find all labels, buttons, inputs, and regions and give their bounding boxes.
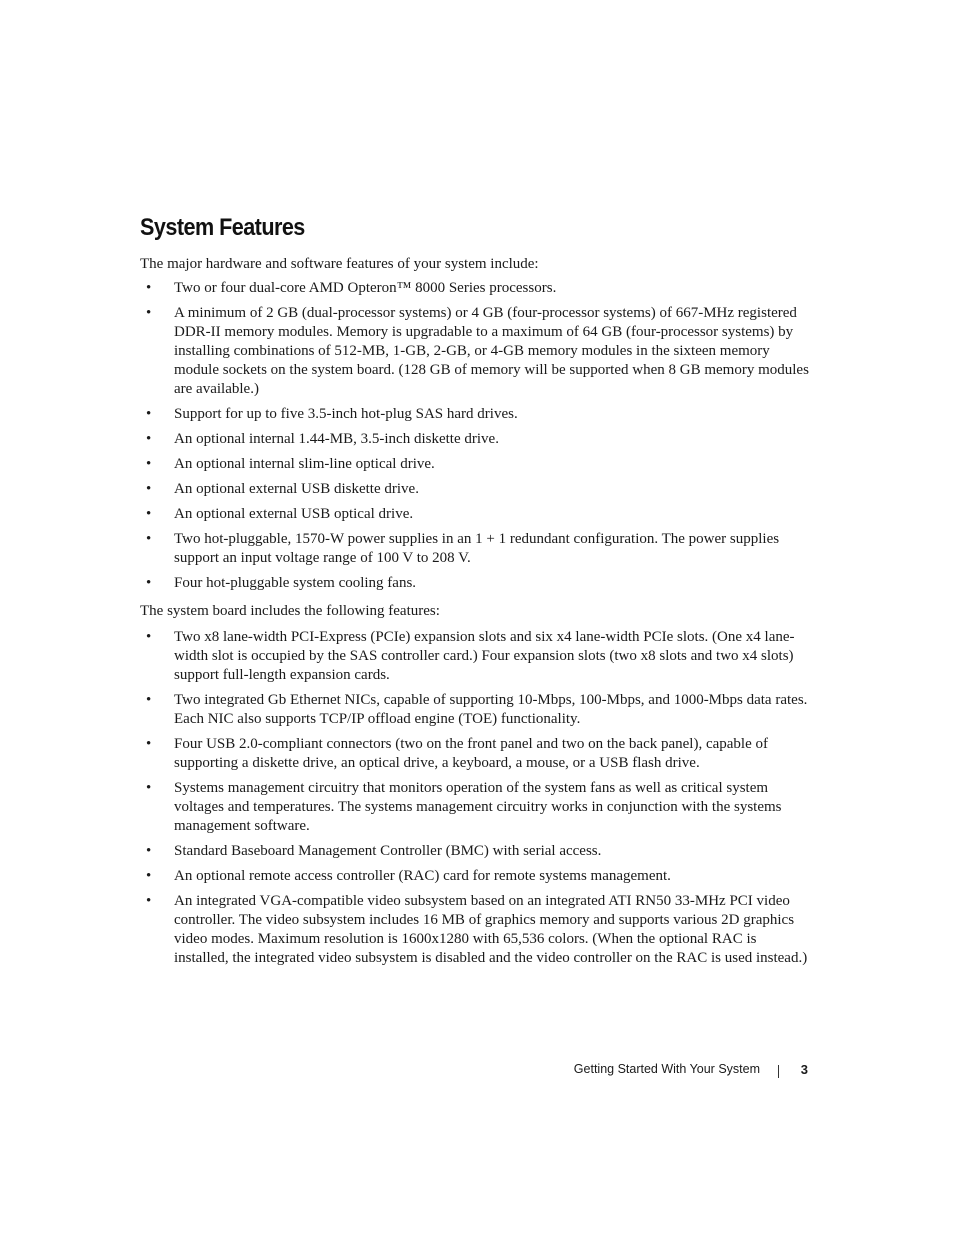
list-item-text: An optional internal slim-line optical drive.: [174, 456, 435, 472]
list-item: [146, 842, 814, 861]
list-item-text: Two or four dual-core AMD Opteron™ 8000 Series processors.: [174, 280, 557, 296]
list-item-text: Two integrated Gb Ethernet NICs, capable of supporting 10-Mbps, 100-Mbps, and 1000-Mbps data rates. Each NIC also supports TCP/IP offload engine (TOE) functionality.: [174, 692, 808, 727]
list-item-text: Four USB 2.0-compliant connectors (two on the front panel and two on the back panel), capable of supporting a diskette drive, an optical drive, a keyboard, a mouse, or a USB flash drive.: [174, 736, 769, 771]
bullet-icon: •: [146, 431, 152, 447]
bullet-icon: •: [146, 692, 152, 708]
bullet-icon: •: [146, 575, 152, 591]
list-item: [146, 530, 814, 568]
bullet-icon: •: [146, 629, 152, 645]
list-item: [146, 735, 814, 773]
list-item: [146, 304, 814, 399]
board-features-list: [146, 628, 814, 974]
footer-divider: [778, 1065, 779, 1078]
list-item-text: An integrated VGA-compatible video subsystem based on an integrated ATI RN50 33-MHz PCI video controller. The video subsystem includes 16 MB of graphics memory and supports various 2D graphics video modes. Maximum resolution is 1600x1280 with 65,536 colors. (When the optional RAC is installed, the integrated video subsystem is disabled and the video controller on the RAC is used instead.): [174, 893, 808, 966]
page-footer: [540, 1062, 808, 1082]
bullet-icon: •: [146, 868, 152, 884]
list-item: [146, 691, 814, 729]
bullet-icon: •: [146, 843, 152, 859]
list-item-text: An optional remote access controller (RAC) card for remote systems management.: [174, 868, 671, 884]
page-number: 3: [800, 1062, 808, 1077]
footer-section-title: Getting Started With Your System: [573, 1062, 760, 1076]
list-item-text: Four hot-pluggable system cooling fans.: [174, 575, 417, 591]
list-item-text: An optional external USB optical drive.: [174, 506, 414, 522]
bullet-icon: •: [146, 736, 152, 752]
bullet-icon: •: [146, 893, 152, 909]
list-item: [146, 505, 814, 524]
board-intro-paragraph: The system board includes the following features:: [140, 603, 440, 619]
list-item-text: Systems management circuitry that monitors operation of the system fans as well as critical system voltages and temperatures. The systems management circuitry works in conjunction with the systems management software.: [174, 780, 782, 834]
bullet-icon: •: [146, 305, 152, 321]
list-item: [146, 779, 814, 836]
bullet-icon: •: [146, 280, 152, 296]
list-item: [146, 574, 814, 593]
bullet-icon: •: [146, 406, 152, 422]
list-item: [146, 867, 814, 886]
list-item: [146, 628, 814, 685]
list-item-text: A minimum of 2 GB (dual-processor systems) or 4 GB (four-processor systems) of 667-MHz registered DDR-II memory modules. Memory is upgradable to a maximum of 64 GB (four-processor systems) by installing combinations of 512-MB, 1-GB, 2-GB, or 4-GB memory modules in the sixteen memory module sockets on the system board. (128 GB of memory will be supported when 8 GB memory modules are available.): [174, 305, 809, 397]
list-item-text: Two hot-pluggable, 1570-W power supplies in an 1 + 1 redundant configuration. The power supplies support an input voltage range of 100 V to 208 V.: [174, 531, 780, 566]
list-item-text: An optional internal 1.44-MB, 3.5-inch diskette drive.: [174, 431, 499, 447]
list-item: [146, 892, 814, 968]
list-item-text: An optional external USB diskette drive.: [174, 481, 419, 497]
list-item: [146, 480, 814, 499]
list-item: [146, 405, 814, 424]
system-features-list: [146, 279, 814, 599]
bullet-icon: •: [146, 456, 152, 472]
bullet-icon: •: [146, 481, 152, 497]
list-item-text: Standard Baseboard Management Controller (BMC) with serial access.: [174, 843, 602, 859]
list-item: [146, 430, 814, 449]
list-item: [146, 279, 814, 298]
bullet-icon: •: [146, 780, 152, 796]
bullet-icon: •: [146, 506, 152, 522]
list-item-text: Support for up to five 3.5-inch hot-plug SAS hard drives.: [174, 406, 518, 422]
list-item-text: Two x8 lane-width PCI-Express (PCIe) expansion slots and six x4 lane-width PCIe slots. (One x4 lane-width slot is occupied by the SAS controller card.) Four expansion slots (two x8 slots and two x4 slots) support full-length expansion cards.: [174, 629, 795, 683]
list-item: [146, 455, 814, 474]
page-title: System Features: [140, 214, 305, 241]
bullet-icon: •: [146, 531, 152, 547]
intro-paragraph: The major hardware and software features of your system include:: [140, 256, 539, 272]
